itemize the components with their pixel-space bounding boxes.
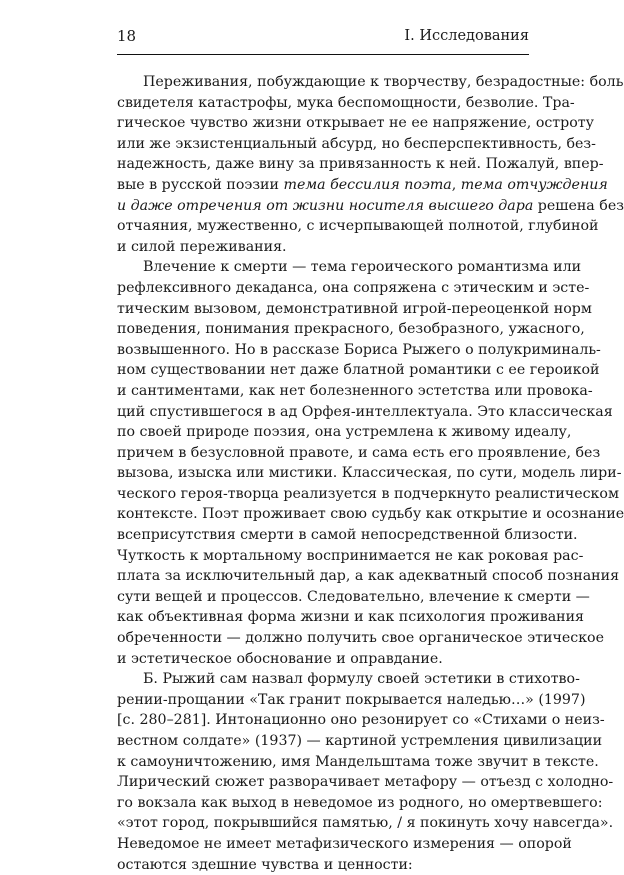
- text-line: [117, 360, 600, 381]
- paragraph: [117, 257, 624, 669]
- text-run: вестном солдате» (1937) — картиной устремления цивилизации: [117, 733, 603, 749]
- text-run: тическим вызовом, демонстративной игрой-переоценкой норм: [117, 300, 592, 317]
- text-run: Лирический сюжет разворачивает метафору — отъезд с холодно-: [117, 774, 614, 791]
- text-line: [117, 731, 603, 752]
- text-line: [117, 525, 578, 546]
- text-run: Чуткость к мортальному воспринимается не как роковая рас-: [117, 547, 584, 564]
- text-run: Б. Рыжий сам назвал формулу своей эстетики в стихотво-: [143, 671, 580, 688]
- text-run: решена без: [533, 197, 624, 214]
- italic-phrase: и даже отречения от жизни носителя высшего дара: [117, 197, 534, 214]
- text-line: [117, 566, 620, 587]
- body-text: [117, 72, 624, 875]
- text-line: [117, 504, 624, 525]
- text-line: [117, 196, 624, 217]
- text-line: [117, 93, 575, 114]
- text-run: гическое чувство жизни открывает не ее напряжение, остроту: [117, 115, 594, 132]
- text-line: [117, 216, 599, 237]
- running-header: [117, 20, 529, 55]
- paragraph: [117, 669, 614, 875]
- text-line: [117, 772, 614, 793]
- text-run: обреченности — должно получить свое органическое этическое: [117, 630, 604, 647]
- text-run: отчаяния, мужественно, с исчерпывающей полнотой, глубиной: [117, 218, 599, 235]
- italic-phrase: тема бессилия поэта: [283, 176, 452, 193]
- text-line: [117, 402, 613, 423]
- page-number: 18: [117, 27, 137, 45]
- text-line: [117, 257, 582, 278]
- text-line: [117, 113, 594, 134]
- text-line: [117, 72, 624, 93]
- text-run: по своей природе поэзия, она устремлена к живому идеалу,: [117, 424, 572, 441]
- text-run: [с. 280–281]. Интонационно оно резонирует со «Стихами о неиз-: [117, 712, 605, 729]
- text-line: [117, 278, 590, 299]
- text-run: свидетеля катастрофы, мука беспомощности, безволие. Тра-: [117, 94, 575, 111]
- text-line: [117, 607, 585, 628]
- paragraph: [117, 72, 624, 257]
- text-run: сути вещей и процессов. Следовательно, влечение к смерти —: [117, 588, 590, 605]
- text-line: [117, 237, 529, 258]
- text-run: вызова, изыска или мистики. Классическая, по сути, модель лири-: [117, 465, 622, 482]
- text-run: ций спустившегося в ад Орфея-интеллектуала. Это классическая: [117, 403, 613, 420]
- text-run: остаются здешние чувства и ценности:: [117, 856, 413, 873]
- text-run: и эстетическое обоснование и оправдание.: [117, 650, 443, 667]
- text-line: [117, 628, 604, 649]
- text-run: контексте. Поэт проживает свою судьбу как открытие и осознание: [117, 506, 624, 523]
- text-line: [117, 319, 585, 340]
- text-run: поведения, понимания прекрасного, безобразного, ужасного,: [117, 321, 585, 338]
- text-line: [117, 463, 622, 484]
- italic-phrase: тема отчуждения: [460, 176, 608, 193]
- text-line: [117, 381, 593, 402]
- text-line: [117, 340, 601, 361]
- text-run: ческого героя-творца реализуется в подчеркнуто реалистическом: [117, 485, 619, 502]
- text-run: плата за исключительный дар, а как адекватный способ познания: [117, 568, 620, 585]
- text-run: надежность, даже вину за привязанность к ней. Пожалуй, впер-: [117, 156, 604, 173]
- text-line: [117, 154, 604, 175]
- text-run: Переживания, побуждающие к творчеству, безрадостные: боль: [143, 74, 624, 90]
- text-run: и силой переживания.: [117, 238, 287, 255]
- text-line: [117, 546, 584, 567]
- text-run: или же экзистенциальный абсурд, но бесперспективность, без-: [117, 135, 596, 152]
- text-line: [117, 587, 590, 608]
- text-line: [117, 422, 572, 443]
- text-line: [117, 834, 572, 855]
- text-run: причем в безусловной правоте, и сама есть его проявление, без: [117, 444, 601, 461]
- text-line: [117, 710, 605, 731]
- text-line: [117, 175, 608, 196]
- text-run: к самоуничтожению, имя Мандельштама тоже звучит в тексте.: [117, 753, 599, 770]
- text-line: [117, 669, 580, 690]
- text-run: рефлексивного декаданса, она сопряжена с этическим и эсте-: [117, 279, 590, 296]
- text-run: как объективная форма жизни и как психология проживания: [117, 609, 585, 626]
- text-line: [117, 752, 599, 773]
- text-run: го вокзала как выход в неведомое из родного, но омертвевшего:: [117, 794, 603, 811]
- text-run: и сантиментами, как нет болезненного эстетства или провока-: [117, 382, 593, 399]
- text-run: рении-прощании «Так гранит покрывается наледью…» (1997): [117, 691, 586, 708]
- text-line: [117, 855, 529, 875]
- section-title: I. Исследования: [404, 28, 529, 44]
- text-line: [117, 484, 619, 505]
- text-run: «этот город, покрывшийся памятью, / я покинуть хочу навсегда».: [117, 815, 614, 832]
- text-line: [117, 299, 592, 320]
- text-run: всеприсутствия смерти в самой непосредственной близости.: [117, 527, 578, 544]
- text-line: [117, 690, 586, 711]
- text-run: Влечение к смерти — тема героического романтизма или: [143, 259, 582, 276]
- text-line: [117, 443, 601, 464]
- text-run: вые в русской поэзии: [117, 176, 284, 193]
- text-line: [117, 649, 529, 670]
- text-line: [117, 134, 596, 155]
- text-run: Неведомое не имеет метафизического измерения — опорой: [117, 835, 572, 852]
- text-run: ном существовании нет даже блатной романтики с ее героикой: [117, 362, 600, 379]
- text-run: ,: [451, 176, 461, 193]
- text-run: возвышенного. Но в рассказе Бориса Рыжего о полукриминаль-: [117, 341, 601, 358]
- text-line: [117, 793, 603, 814]
- text-line: [117, 813, 614, 834]
